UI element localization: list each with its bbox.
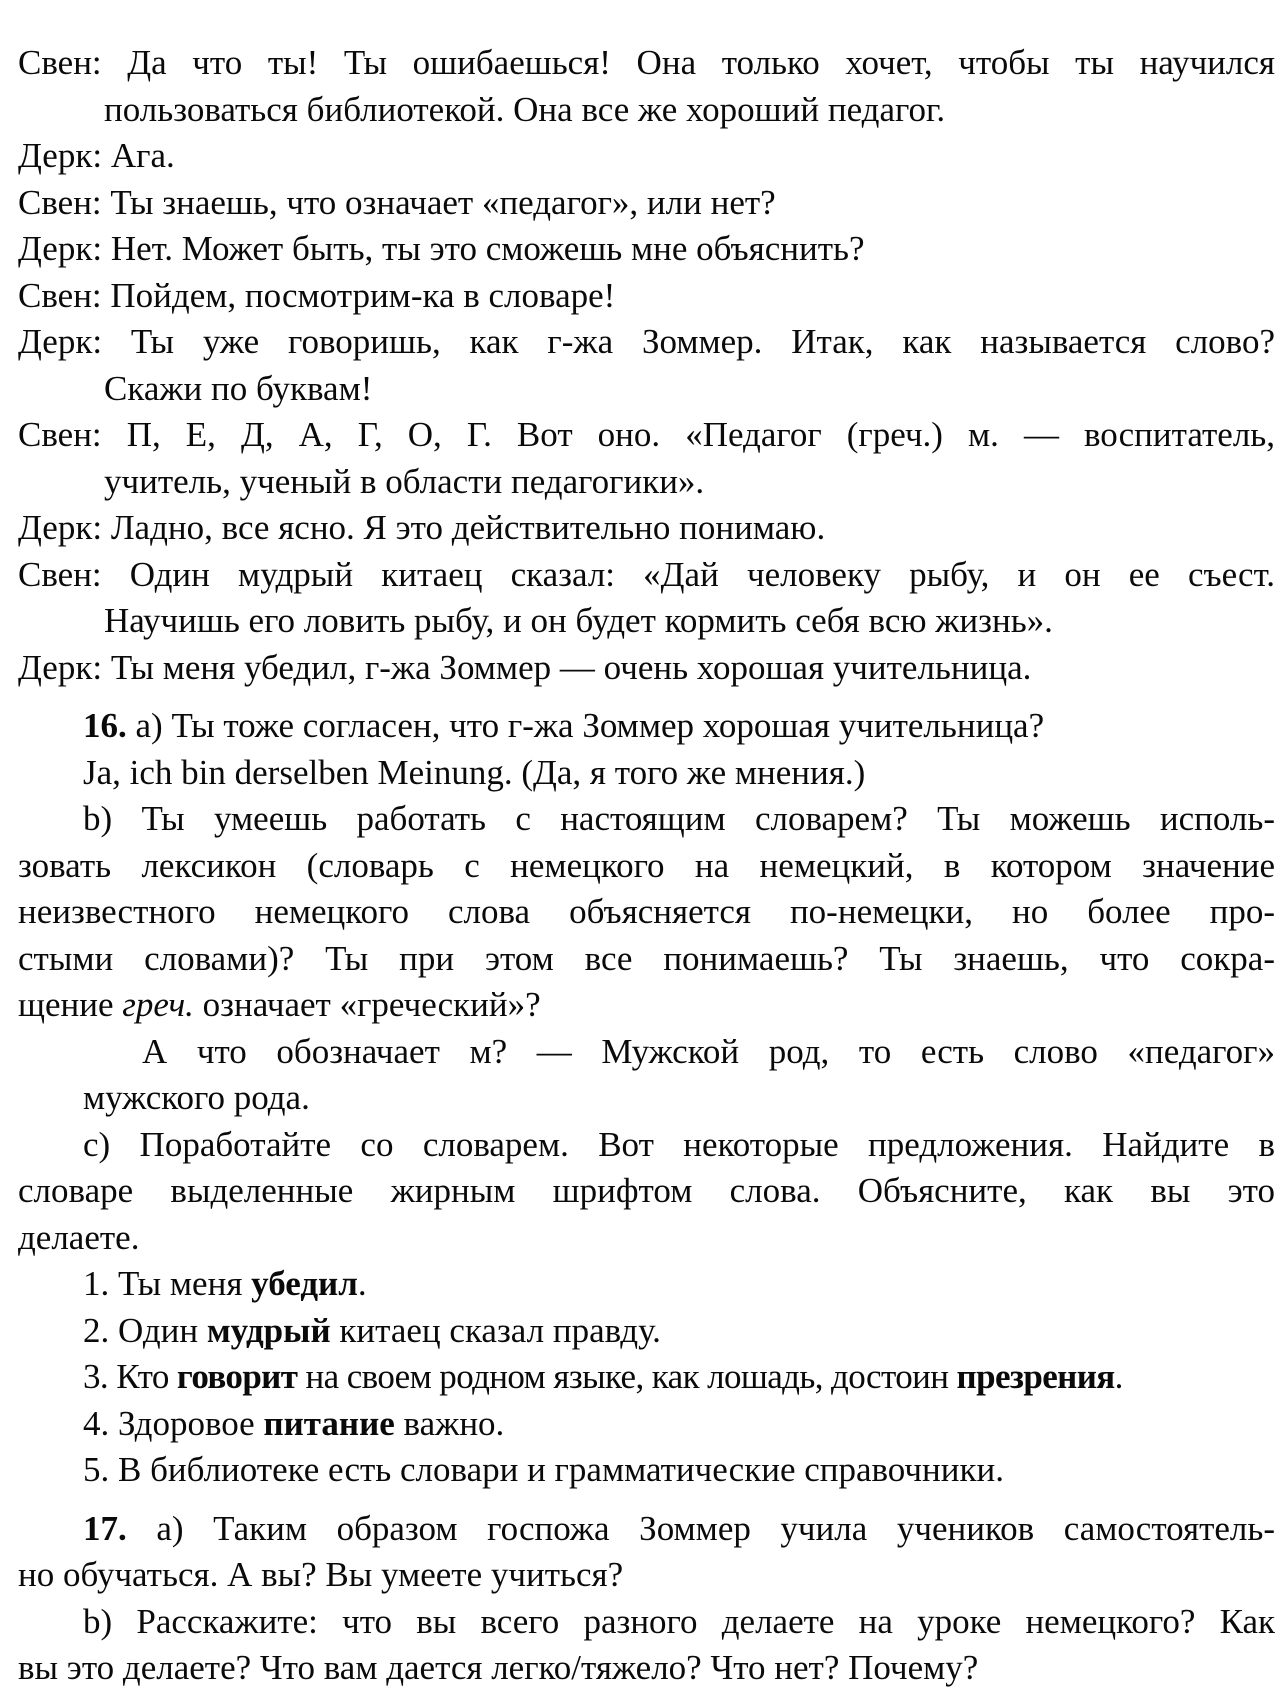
- text-line: [0, 1401, 1287, 1448]
- text-line: [0, 1075, 1287, 1122]
- bold-text: мудрый: [206, 1310, 331, 1350]
- text-run: Скажи по буквам!: [104, 368, 373, 408]
- text-run: щение: [18, 985, 123, 1024]
- text-line: [0, 889, 1287, 936]
- text-run: стыми словами)? Ты при этом все понимаешь? Ты знаешь, что сокра-: [18, 938, 1275, 978]
- text-run: Свен: Ты знаешь, что означает «педагог», или нет?: [18, 182, 776, 222]
- text-run: но обучаться. А вы? Вы умеете учиться?: [18, 1555, 624, 1594]
- text-run: 4. Здоровое: [83, 1403, 264, 1443]
- text-run: делаете.: [18, 1217, 140, 1257]
- text-line: [0, 1645, 1287, 1692]
- text-run: b) Расскажите: что вы всего разного делаете на уроке немецкого? Как: [83, 1601, 1275, 1641]
- text-line: [0, 505, 1287, 552]
- text-run: a) Ты тоже согласен, что г-жа Зоммер хорошая учительница?: [126, 706, 1045, 745]
- text-line: [0, 1215, 1287, 1262]
- text-line: [0, 40, 1287, 87]
- text-run: c) Поработайте со словарем. Вот некоторые предложения. Найдите в: [83, 1124, 1275, 1164]
- text-run: 1. Ты меня: [83, 1264, 252, 1303]
- text-line: [0, 1354, 1287, 1401]
- text-line: [0, 180, 1287, 227]
- text-line: [0, 936, 1287, 983]
- text-line: [0, 552, 1287, 599]
- text-line: [0, 982, 1287, 1029]
- text-run: словаре выделенные жирным шрифтом слова. Объясните, как вы это: [18, 1171, 1275, 1210]
- text-run: Дерк: Ага.: [18, 136, 175, 175]
- text-run: неизвестного немецкого слова объясняется по-немецки, но более про-: [18, 892, 1275, 931]
- text-line: [0, 796, 1287, 843]
- text-line: [0, 412, 1287, 459]
- text-run: 3. Кто: [83, 1357, 177, 1396]
- text-line: [0, 1261, 1287, 1308]
- text-line: [0, 1308, 1287, 1355]
- italic-text: греч.: [122, 985, 194, 1024]
- text-line: [0, 750, 1287, 797]
- text-line: [0, 226, 1287, 273]
- text-line: [0, 1552, 1287, 1599]
- bold-text: 16.: [83, 706, 127, 745]
- text-run: Свен: П, Е, Д, А, Г, О, Г. Вот оно. «Педагог (греч.) м. — воспитатель,: [18, 415, 1275, 454]
- text-run: .: [1114, 1357, 1123, 1396]
- text-run: Научишь его ловить рыбу, и он будет кормить себя всю жизнь».: [104, 601, 1053, 640]
- text-line: [0, 1447, 1287, 1494]
- text-run: Дерк: Ладно, все ясно. Я это действительно понимаю.: [18, 508, 826, 547]
- text-line: [0, 1168, 1287, 1215]
- text-run: мужского рода.: [83, 1078, 310, 1117]
- text-line: [0, 133, 1287, 180]
- bold-text: убедил: [251, 1264, 358, 1303]
- text-line: [0, 1506, 1287, 1553]
- text-line: [0, 1599, 1287, 1646]
- text-run: Свен: Да что ты! Ты ошибаешься! Она только хочет, чтобы ты научился: [18, 43, 1275, 82]
- text-line: [0, 273, 1287, 320]
- text-run: 2. Один: [83, 1310, 207, 1350]
- text-run: Ja, ich bin derselben Meinung. (Да, я того же мнения.): [83, 752, 866, 792]
- text-run: китаец сказал правду.: [330, 1310, 661, 1350]
- text-run: Свен: Пойдем, посмотрим-ка в словаре!: [18, 275, 616, 315]
- text-run: Дерк: Ты уже говоришь, как г-жа Зоммер. Итак, как называется слово?: [18, 322, 1275, 361]
- text-run: b) Ты умеешь работать с настоящим словарем? Ты можешь исполь-: [83, 799, 1275, 838]
- text-run: Дерк: Нет. Может быть, ты это сможешь мне объяснить?: [18, 229, 865, 268]
- text-run: А что обозначает м? — Мужской род, то есть слово «педагог»: [142, 1031, 1275, 1071]
- text-run: важно.: [394, 1403, 505, 1443]
- text-line: [0, 366, 1287, 413]
- text-run: на своем родном языке, как лошадь, достоин: [297, 1357, 957, 1396]
- bold-text: презрения: [956, 1357, 1115, 1396]
- text-line: [0, 598, 1287, 645]
- text-line: [0, 645, 1287, 692]
- text-line: [0, 319, 1287, 366]
- text-line: [0, 1029, 1287, 1076]
- text-line: [0, 459, 1287, 506]
- text-line: [0, 843, 1287, 890]
- text-line: [0, 87, 1287, 134]
- text-run: Свен: Один мудрый китаец сказал: «Дай человеку рыбу, и он ее съест.: [18, 554, 1275, 594]
- text-run: Дерк: Ты меня убедил, г-жа Зоммер — очень хорошая учительница.: [18, 647, 1032, 687]
- bold-text: говорит: [176, 1357, 298, 1396]
- text-run: учитель, ученый в области педагогики».: [104, 461, 705, 501]
- text-run: вы это делаете? Что вам дается легко/тяжело? Что нет? Почему?: [18, 1648, 979, 1687]
- text-run: зовать лексикон (словарь с немецкого на немецкий, в котором значение: [18, 845, 1275, 885]
- text-run: 5. В библиотеке есть словари и грамматические справочники.: [83, 1450, 1004, 1489]
- document-page: [0, 40, 1287, 1692]
- bold-text: питание: [263, 1403, 395, 1443]
- text-run: .: [357, 1264, 367, 1303]
- text-run: означает «греческий»?: [193, 985, 541, 1024]
- bold-text: 17.: [83, 1508, 127, 1548]
- text-run: пользоваться библиотекой. Она все же хороший педагог.: [104, 89, 946, 129]
- text-run: a) Таким образом госпожа Зоммер учила учеников самостоятель-: [126, 1508, 1275, 1548]
- text-line: [0, 1122, 1287, 1169]
- text-line: [0, 703, 1287, 750]
